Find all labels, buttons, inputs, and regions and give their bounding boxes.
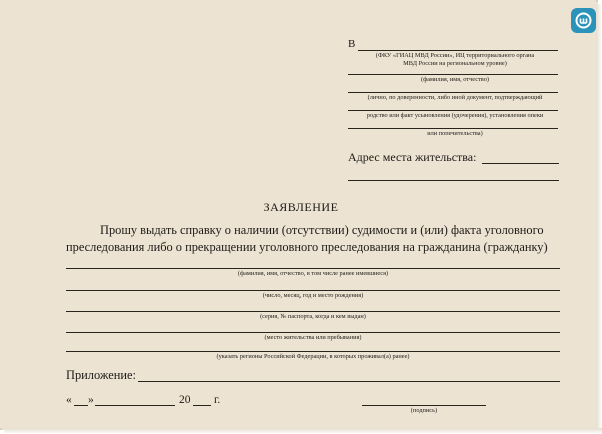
request-text-line-2: преследования либо о прекращении уголовного преследования на гражданина (гражданку) bbox=[66, 240, 548, 254]
applicant-fio-caption: (фамилия, имя, отчество) bbox=[421, 76, 489, 83]
document-title: ЗАЯВЛЕНИЕ bbox=[263, 200, 339, 214]
date-year-prefix: 20 bbox=[179, 394, 191, 406]
field-line-name[interactable] bbox=[66, 268, 560, 269]
page-shadow-right bbox=[596, 4, 602, 434]
field-caption-birth: (число, месяц, год и место рождения) bbox=[262, 292, 364, 299]
date-year-suffix: г. bbox=[214, 394, 221, 406]
recipient-caption-2: МВД России на региональном уровне) bbox=[403, 60, 507, 67]
applicant-document-line-2[interactable] bbox=[348, 110, 558, 111]
attachment-line[interactable] bbox=[138, 381, 560, 382]
address-line-1[interactable] bbox=[482, 163, 559, 164]
date-open-quote: « bbox=[66, 394, 72, 406]
field-line-passport[interactable] bbox=[66, 311, 560, 312]
applicant-document-caption-2: родство или факт усыновления (удочерения), установления опеки bbox=[366, 112, 544, 119]
attachment-label: Приложение: bbox=[66, 368, 136, 382]
date-year-line[interactable] bbox=[193, 405, 211, 406]
recipient-caption-1: (ФКУ «ГИАЦ МВД России», ИЦ территориального органа bbox=[375, 52, 535, 59]
field-line-birth[interactable] bbox=[66, 290, 560, 291]
date-day-line[interactable] bbox=[74, 405, 88, 406]
date-month-line[interactable] bbox=[95, 405, 175, 406]
field-line-residence[interactable] bbox=[66, 332, 560, 333]
field-caption-residence: (место жительства или пребывания) bbox=[264, 334, 362, 341]
recipient-line[interactable] bbox=[358, 50, 558, 51]
address-label: Адрес места жительства: bbox=[348, 150, 477, 164]
field-caption-name: (фамилия, имя, отчество, в том числе ранее имевшиеся) bbox=[237, 270, 389, 277]
applicant-fio-line[interactable] bbox=[348, 74, 558, 75]
address-line-2[interactable] bbox=[348, 180, 559, 181]
signature-caption: (подпись) bbox=[410, 407, 438, 414]
recipient-prefix: В bbox=[348, 38, 356, 50]
page-shadow-bottom bbox=[4, 428, 602, 434]
applicant-document-caption-1: (лично, по доверенности, либо иной документ, подтверждающий bbox=[367, 94, 543, 101]
applicant-document-line-3[interactable] bbox=[348, 128, 558, 129]
field-caption-passport: (серия, № паспорта, когда и кем выдан) bbox=[260, 313, 366, 320]
request-text-line-1: Прошу выдать справку о наличии (отсутствии) судимости и (или) факта уголовного bbox=[100, 223, 544, 237]
date-close-quote: » bbox=[88, 394, 94, 406]
signature-line[interactable] bbox=[362, 405, 486, 406]
applicant-document-caption-3: или попечительства) bbox=[427, 130, 483, 137]
consultant-logo-icon[interactable] bbox=[571, 8, 596, 33]
field-caption-regions: (указать регионы Российской Федерации, в которых проживал(а) ранее) bbox=[216, 353, 410, 360]
applicant-document-line[interactable] bbox=[348, 92, 558, 93]
field-line-regions[interactable] bbox=[66, 351, 560, 352]
